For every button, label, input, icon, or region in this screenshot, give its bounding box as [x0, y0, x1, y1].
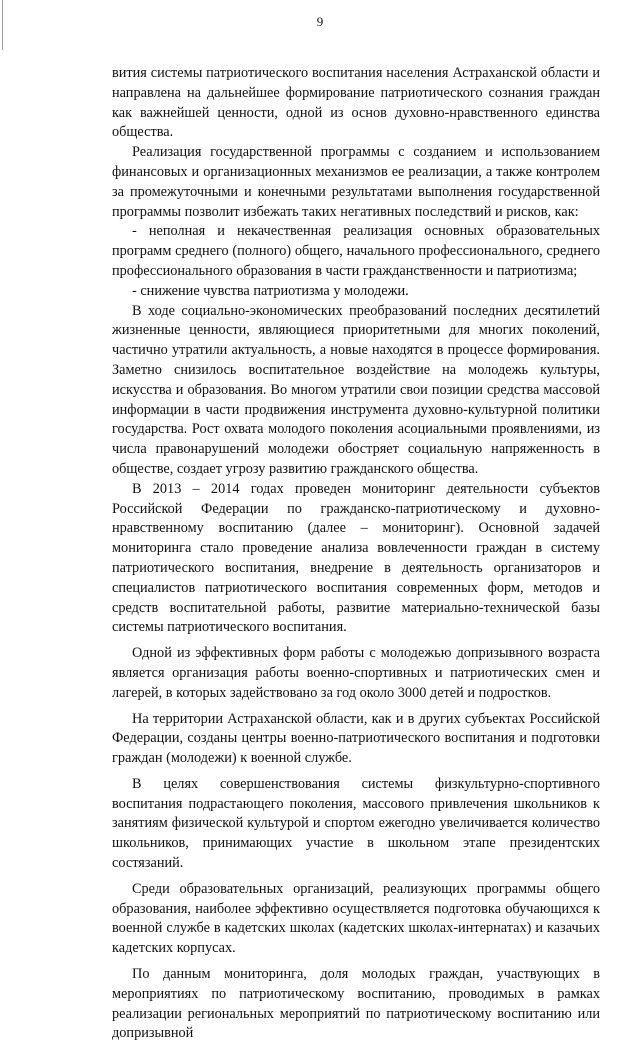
paragraph-sports-education: В целях совершенствования системы физкультурно-спортивного воспитания подрастающего поколения, массового привлечения школьников к занятиям физической культурой и спортом ежегодно увеличивается количество школьников, принимающих участие в школьном этапе президентских состязаний.	[112, 775, 600, 872]
paragraph-continuation: вития системы патриотического воспитания населения Астраханской области и направлена на дальнейшее формирование патриотического сознания граждан как важнейшей ценности, одной из основ духовно-нравственного единства общества.	[112, 65, 600, 141]
paragraph-socioeconomic-changes: В ходе социально-экономических преобразований последних десятилетий жизненные ценности, являющиеся приоритетными для многих поколений, частично утратили актуальность, а новые находятся в процессе формирования. Заметно снизилось воспитательное воздействие на молодежь культуры, искусства и образования. Во многом утратили свои позиции средства массовой информации в части продвижения инструмента духовно-культурной политики государства. Рост охвата молодого поколения асоциальными проявлениями, из числа правонарушений молодежи обостряет социальную напряженность в обществе, создает угрозу развитию гражданского общества.	[112, 302, 600, 477]
paragraph-monitoring-data: По данным мониторинга, доля молодых граждан, участвующих в мероприятиях по патриотическому воспитанию, проводимых в рамках реализации региональных мероприятий по патриотическому воспитанию или допризывной	[112, 966, 600, 1042]
paragraph-monitoring: В 2013 – 2014 годах проведен мониторинг деятельности субъектов Российской Федерации по гражданско-патриотическому и духовно-нравственному воспитанию (далее – мониторинг). Основной задачей мониторинга стало проведение анализа вовлеченности граждан в систему патриотического воспитания, внедрение в деятельность организаторов и специалистов патриотического воспитания современных форм, методов и средств воспитательной работы, развитие материально-технической базы системы патриотического воспитания.	[112, 480, 600, 636]
risk-item-education: - неполная и некачественная реализация основных образовательных программ среднего (полного) общего, начального профессионального, среднего профессионального образования в части гражданственности и патриотизма;	[112, 223, 600, 279]
paragraph-program-implementation: Реализация государственной программы с созданием и использованием финансовых и организационных механизмов ее реализации, а также контролем за промежуточными и конечными результатами выполнения государственной программы позволит избежать таких негативных последствий и рисков, как:	[112, 144, 600, 220]
risk-item-patriotism: - снижение чувства патриотизма у молодежи.	[132, 282, 409, 299]
body-text	[112, 64, 600, 1044]
page-number: 9	[316, 14, 324, 29]
paragraph-cadet-schools: Среди образовательных организаций, реализующих программы общего образования, наиболее эффективно осуществляется подготовка обучающихся к военной службе в кадетских школах (кадетских школах-интернатах) и казачьих кадетских корпусах.	[112, 880, 600, 957]
paragraph-training-centers: На территории Астраханской области, как и в других субъектах Российской Федерации, созданы центры военно-патриотического воспитания и подготовки граждан (молодежи) к военной службе.	[112, 710, 600, 767]
paragraph-youth-camps: Одной из эффективных форм работы с молодежью допризывного возраста является организация работы военно-спортивных и патриотических смен и лагерей, в которых задействовано за год около 3000 детей и подростков.	[112, 645, 600, 701]
